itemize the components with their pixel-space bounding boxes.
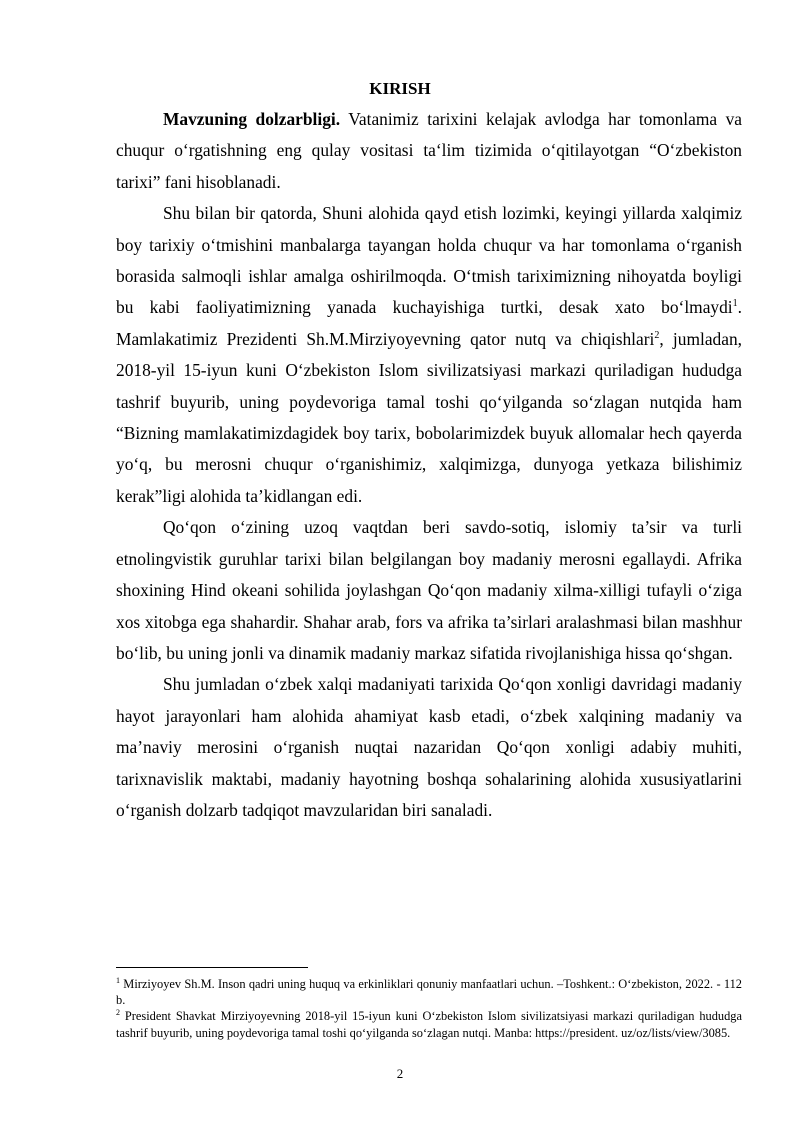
footnotes: [116, 976, 742, 1041]
paragraph-1-text: Vatanimiz tarixini kelajak avlodga har tomonlama va chuqur o‘rgatishning eng qulay vositasi ta‘lim tizimida o‘qitilayotgan “O‘zbekiston tarixi” fani hisoblanadi.: [116, 109, 742, 192]
footnote-1-mark: 1: [116, 975, 120, 985]
footnote-2-mark: 2: [116, 1008, 120, 1018]
paragraph-3: Qo‘qon o‘zining uzoq vaqtdan beri savdo-sotiq, islomiy ta’sir va turli etnolingvistik guruhlar tarixi bilan belgilangan boy madaniy merosni egallaydi. Afrika shoxining Hind okeani sohilida joylashgan Qo‘qon madaniy xilma-xilligi tufayli o‘ziga xos xitobga ega shahardir. Shahar arab, fors va afrika ta’sirlari aralashmasi bilan mashhur bo‘lib, bu uning jonli va dinamik madaniy markaz sifatida rivojlanishiga hissa qo‘shgan.: [116, 517, 742, 663]
paragraph-2-text-a: Shu bilan bir qatorda, Shuni alohida qayd etish lozimki, keyingi yillarda xalqimiz boy tarixiy o‘tmishini manbalarga tayangan holda chuqur va har tomonlama o‘rganish borasida salmoqli ishlar amalga oshirilmoqda. O‘tmish tariximizning nihoyatda boyligi bu kabi faoliyatimizning yanada kuchayishiga turtki, desak xato bo‘lmaydi: [116, 203, 742, 318]
footnote-1: [116, 976, 742, 1008]
footnote-ref-2[interactable]: 2: [654, 330, 660, 342]
footnote-2: [116, 1008, 742, 1040]
paragraph-2-text-c: , jumladan, 2018-yil 15-iyun kuni O‘zbekiston Islom sivilizatsiyasi markazi quriladigan hududga tashrif buyurib, uning poydevoriga tamal toshi qo‘yilganda so‘zlagan nutqida ham “Bizning mamlakatimizdagidek boy tarix, bobolarimizdek buyuk allomalar hech qayerda yo‘q, bu merosni chuqur o‘rganishimiz, xalqimizga, dunyoga yetkaza bilishimiz kerak”ligi alohida ta’kidlangan edi.: [116, 328, 742, 506]
footnote-1-text: Mirziyoyev Sh.M. Inson qadri uning huquq va erkinliklari qonuniy manfaatlari uchun. –Toshkent.: O‘zbekiston, 2022. - 112 b.: [116, 977, 742, 1008]
footnote-2-text: President Shavkat Mirziyoyevning 2018-yil 15-iyun kuni O‘zbekiston Islom sivilizatsiyasi markazi quriladigan hududga tashrif buyurib, uning poydevoriga tamal toshi qo‘yilganda so‘zlagan nutqi. Manba: https://president. uz/oz/lists/view/3085.: [116, 1009, 742, 1040]
paragraph-2: [116, 198, 742, 512]
footnote-ref-1[interactable]: 1: [732, 298, 738, 310]
paragraph-2-text-b: . Mamlakatimiz Prezidenti Sh.M.Mirziyoyevning qator nutq va chiqishlari: [116, 297, 742, 349]
page-title: KIRISH: [369, 79, 431, 98]
page-number: 2: [396, 1066, 404, 1081]
paragraph-lead: Mavzuning dolzarbligi.: [163, 109, 341, 129]
paragraph-4: Shu jumladan o‘zbek xalqi madaniyati tarixida Qo‘qon xonligi davridagi madaniy hayot jarayonlari ham alohida ahamiyat kasb etadi, o‘zbek xalqining madaniy va ma’naviy merosini o‘rganish nuqtai nazaridan Qo‘qon xonligi adabiy muhiti, tarixnavislik maktabi, madaniy hayotning boshqa sohalarining alohida xususiyatlarini o‘rganish dolzarb tadqiqot mavzularidan biri sanaladi.: [116, 674, 742, 820]
paragraph-1: [116, 104, 742, 198]
main-text: [116, 104, 742, 826]
footnote-separator: [116, 967, 308, 968]
